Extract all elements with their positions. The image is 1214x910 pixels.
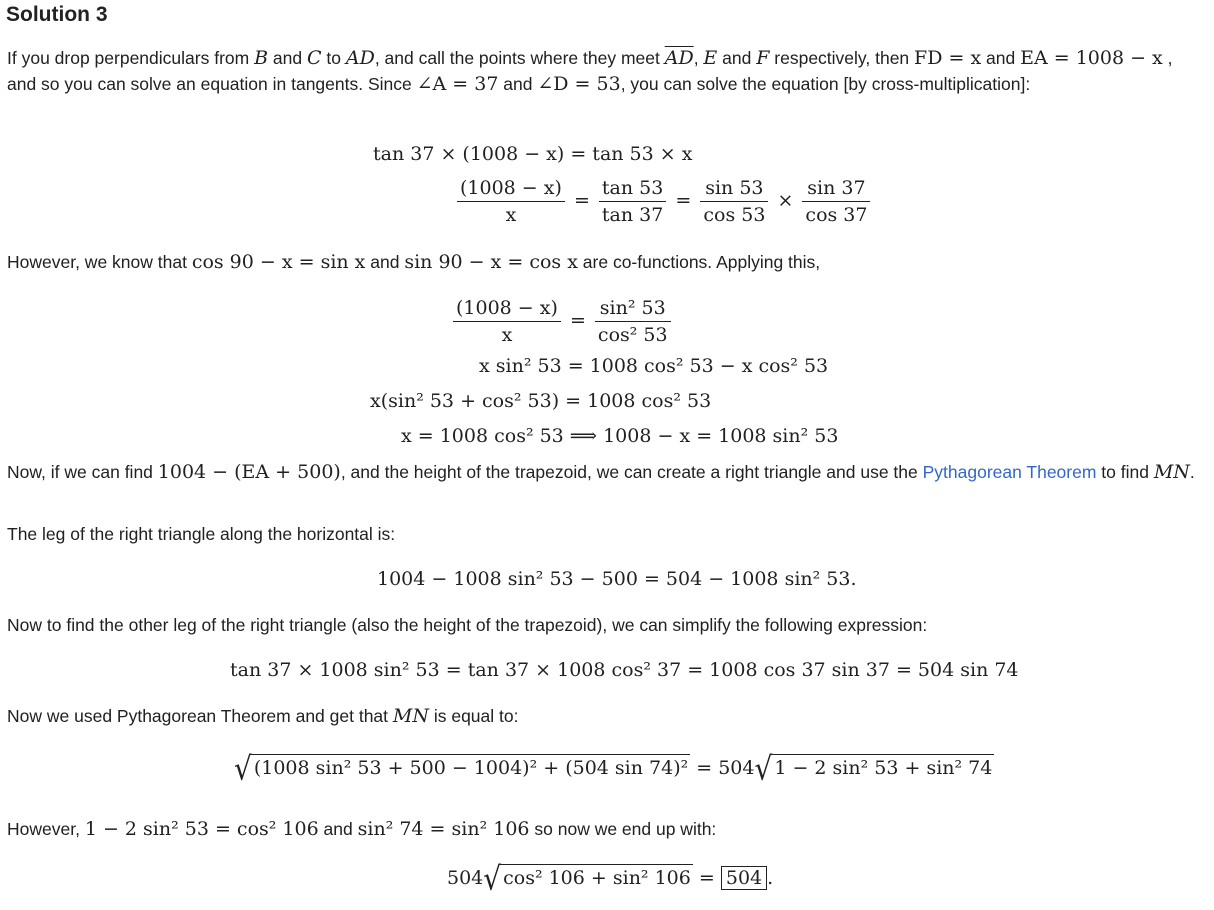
equation-line: x sin² 53 = 1008 cos² 53 − x cos² 53 <box>479 355 829 377</box>
equation-final-answer <box>447 859 774 898</box>
square-root: √ 1 − 2 sin² 53 + sin² 74 <box>754 749 993 788</box>
math-inline: MN <box>1153 461 1190 483</box>
equals-sign: = <box>573 189 590 212</box>
pythagorean-theorem-link[interactable]: Pythagorean Theorem <box>922 462 1097 482</box>
text: and <box>498 74 538 94</box>
numerator: sin 37 <box>802 175 870 202</box>
text: to find <box>1096 462 1154 482</box>
denominator: cos² 53 <box>597 324 668 346</box>
math-inline: 1 − 2 sin² 53 = cos² 106 <box>84 818 319 840</box>
text: to <box>321 48 346 68</box>
math-inline: AD <box>345 47 375 69</box>
fraction <box>453 295 561 348</box>
fraction <box>595 295 671 348</box>
text: However, <box>7 819 85 839</box>
fraction <box>802 175 870 228</box>
text: and <box>318 819 358 839</box>
math-inline: C <box>306 47 322 69</box>
numerator: tan 53 <box>599 175 666 202</box>
math-inline: ∠A = 37 <box>416 73 499 95</box>
text: respectively, then <box>769 48 915 68</box>
right-triangle-paragraph <box>7 459 1204 485</box>
equals-sign: = <box>569 309 586 332</box>
fraction <box>599 175 666 228</box>
cofunction-paragraph <box>7 249 1204 275</box>
text: so now we end up with: <box>529 819 717 839</box>
equation-mn-length <box>234 749 994 788</box>
text: Now we used Pythagorean Theorem and get that <box>7 706 393 726</box>
math-inline: 1004 − (EA + 500) <box>157 461 341 483</box>
denominator: x <box>505 204 517 226</box>
math-inline: ∠D = 53 <box>537 73 621 95</box>
square-root: √ (1008 sin² 53 + 500 − 1004)² + (504 sin 74)² <box>234 749 689 788</box>
text: , and the height of the trapezoid, we can create a right triangle and use the <box>340 462 923 482</box>
text: If you drop perpendiculars from <box>7 48 255 68</box>
denominator: cos 37 <box>805 204 868 226</box>
radicand: cos² 106 + sin² 106 <box>501 864 693 889</box>
math-inline: sin² 74 = sin² 106 <box>357 818 530 840</box>
denominator: x <box>501 324 513 346</box>
height-paragraph: Now to find the other leg of the right triangle (also the height of the trapezoid), we can simplify the following expression: <box>7 615 928 635</box>
text: . <box>1189 462 1195 482</box>
math-inline: cos 90 − x = sin x <box>191 251 366 273</box>
math-inline: EA = 1008 − x <box>1020 47 1163 69</box>
text: , and so you can solve an equation in tangents. Since <box>7 48 1173 94</box>
math-inline: F <box>756 47 770 69</box>
equals-text: = 504 <box>690 757 755 779</box>
text: , you can solve the equation [by cross-multiplication]: <box>620 74 1031 94</box>
coefficient: 504 <box>447 867 484 889</box>
boxed-answer: 504 <box>721 866 767 890</box>
equals-sign: = <box>675 189 692 212</box>
text: and <box>365 252 405 272</box>
fraction <box>700 175 768 228</box>
horizontal-leg-paragraph: The leg of the right triangle along the horizontal is: <box>7 524 396 544</box>
equation-horizontal-leg: 1004 − 1008 sin² 53 − 500 = 504 − 1008 sin² 53. <box>377 568 857 590</box>
text: is equal to: <box>428 706 519 726</box>
final-identity-paragraph <box>7 816 1204 842</box>
square-root: √ cos² 106 + sin² 106 <box>483 859 691 898</box>
numerator: sin 53 <box>700 175 768 202</box>
equation-ratio-line <box>450 295 674 348</box>
denominator: cos 53 <box>703 204 766 226</box>
text: However, we know that <box>7 252 192 272</box>
solution-heading: Solution 3 <box>6 3 108 26</box>
numerator: sin² 53 <box>595 295 671 322</box>
text: and <box>717 48 757 68</box>
pythagorean-paragraph <box>7 703 1204 729</box>
text: , and call the points where they meet <box>374 48 665 68</box>
numerator: (1008 − x) <box>457 175 565 202</box>
math-inline: MN <box>392 705 429 727</box>
text: are co-functions. Applying this, <box>577 252 821 272</box>
math-inline: FD = x <box>914 47 982 69</box>
times-sign: × <box>777 189 794 212</box>
fraction <box>457 175 565 228</box>
math-inline: E <box>703 47 718 69</box>
equation-line: x(sin² 53 + cos² 53) = 1008 cos² 53 <box>370 390 712 412</box>
radicand: (1008 sin² 53 + 500 − 1004)² + (504 sin 74)² <box>252 754 690 779</box>
period: . <box>767 867 774 889</box>
text: , <box>693 48 704 68</box>
equation-fraction-line <box>454 175 873 228</box>
equation-line: x = 1008 cos² 53 ⟹ 1008 − x = 1008 sin² 53 <box>401 425 839 447</box>
text: and <box>268 48 307 68</box>
radicand: 1 − 2 sin² 53 + sin² 74 <box>772 754 994 779</box>
numerator: (1008 − x) <box>453 295 561 322</box>
equation-height: tan 37 × 1008 sin² 53 = tan 37 × 1008 cos² 37 = 1008 cos 37 sin 37 = 504 sin 74 <box>230 659 1019 681</box>
math-inline: $\overline{AD}$ <box>664 47 694 69</box>
math-inline: sin 90 − x = cos x <box>404 251 578 273</box>
equals-sign: = <box>692 867 721 889</box>
intro-paragraph <box>7 45 1204 97</box>
text: and <box>981 48 1021 68</box>
math-inline: B <box>254 47 269 69</box>
equation-tan-line: tan 37 × (1008 − x) = tan 53 × x <box>373 143 693 165</box>
text: Now, if we can find <box>7 462 158 482</box>
denominator: tan 37 <box>601 204 664 226</box>
